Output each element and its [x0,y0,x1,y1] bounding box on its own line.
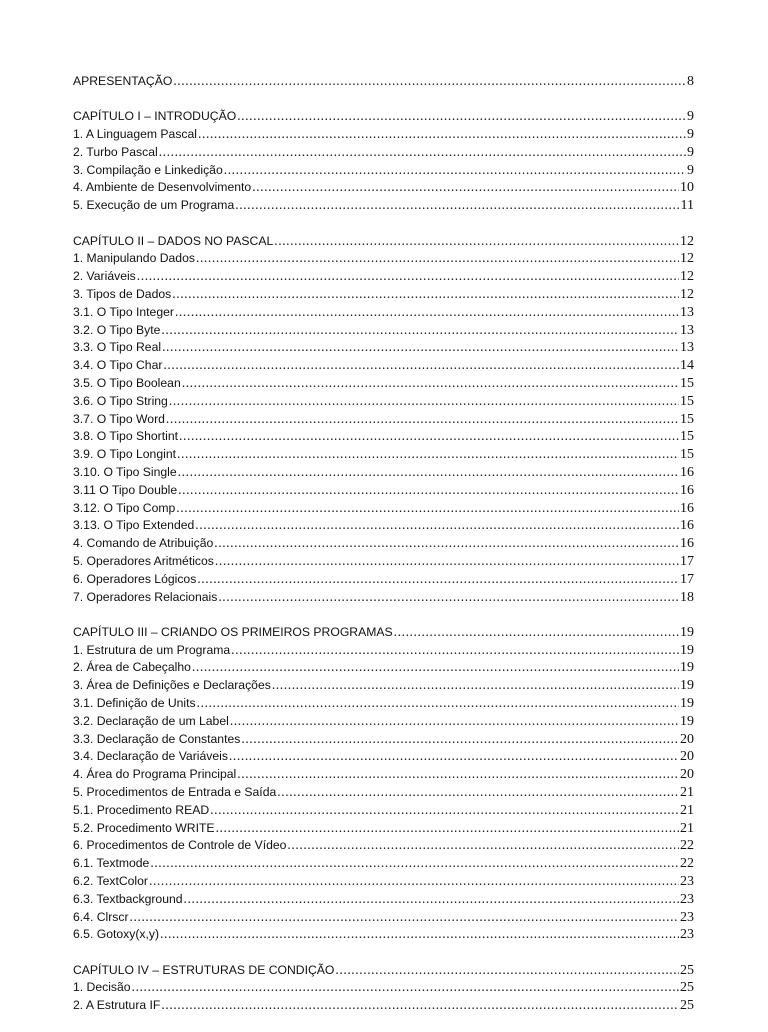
toc-page-number: 12 [680,269,694,285]
dot-leader [241,730,679,748]
dot-leader [172,285,679,303]
toc-entry-label: CAPÍTULO III – CRIANDO OS PRIMEIROS PROGRAMAS [73,624,393,639]
dot-leader [162,338,679,356]
dot-leader [179,427,679,445]
toc-entry[interactable] [73,72,694,90]
toc-page-number: 15 [680,393,694,409]
toc-entry-label: 3. Área de Definições e Declarações [73,678,271,693]
toc-entry-label: 1. Decisão [73,980,131,995]
toc-entry[interactable] [73,552,694,570]
toc-page-number: 16 [680,482,694,498]
toc-entry-label: 3.1. O Tipo Integer [73,304,174,319]
toc-entry-label: 4. Ambiente de Desenvolvimento [73,180,252,195]
toc-page-number: 23 [680,891,694,907]
dot-leader [335,961,679,979]
toc-page-number: 20 [680,767,694,783]
dot-leader [230,712,679,730]
table-of-contents [73,72,694,1032]
toc-entry[interactable] [73,747,694,765]
toc-page-number: 8 [687,74,694,89]
toc-entry-label: 4. Área do Programa Principal [73,767,237,782]
toc-page-number: 11 [680,198,694,214]
dot-leader [176,499,679,517]
toc-entry[interactable] [73,712,694,730]
toc-entry[interactable] [73,374,694,392]
toc-entry-label: 1. A Linguagem Pascal [73,127,197,142]
toc-entry[interactable] [73,463,694,481]
toc-page-number: 12 [680,286,694,302]
dot-leader [231,641,679,659]
toc-page-number: 9 [687,127,694,143]
dot-leader [166,410,679,428]
toc-entry[interactable] [73,925,694,943]
toc-entry-label: 6.4. Clrscr [73,909,129,924]
toc-page-number: 23 [680,873,694,889]
toc-section [73,961,694,1014]
toc-entry-label: 1. Estrutura de um Programa [73,642,231,657]
toc-page-number: 12 [680,233,694,249]
toc-entry-label: 3.12. O Tipo Comp [73,500,176,515]
toc-entry-label: 3.3. Declaração de Constantes [73,731,241,746]
toc-entry-label: 6.1. Textmode [73,856,150,871]
toc-page-number: 20 [680,731,694,747]
dot-leader [149,872,679,890]
toc-page-number: 13 [680,322,694,338]
toc-page-number: 12 [680,251,694,267]
toc-chapter-heading[interactable] [73,623,694,641]
dot-leader [169,392,679,410]
dot-leader [252,178,679,196]
toc-page-number: 25 [680,980,694,996]
toc-section [73,107,694,214]
toc-page-number: 13 [680,304,694,320]
toc-entry-label: 1. Manipulando Dados [73,251,195,266]
dot-leader [137,267,679,285]
toc-entry[interactable] [73,303,694,321]
toc-entry-label: 5. Execução de um Programa [73,198,235,213]
toc-page-number: 16 [680,518,694,534]
toc-entry-label: 3.4. O Tipo Char [73,358,163,373]
toc-entry-label: CAPÍTULO II – DADOS NO PASCAL [73,233,274,248]
toc-page-number: 15 [680,429,694,445]
toc-page-number: 18 [680,589,694,605]
toc-entry-label: 3.11 O Tipo Double [73,482,178,497]
toc-entry[interactable] [73,836,694,854]
dot-leader [218,588,679,606]
toc-entry-label: 6.5. Gotoxy(x,y) [73,927,160,942]
toc-entry-label: 3.10. O Tipo Single [73,464,177,479]
toc-entry[interactable] [73,410,694,428]
toc-entry-label: 3. Tipos de Dados [73,286,172,301]
toc-entry[interactable] [73,730,694,748]
dot-leader [184,890,679,908]
toc-entry-label: 7. Operadores Relacionais [73,589,218,604]
toc-entry-label: 5. Procedimentos de Entrada e Saída [73,784,277,799]
dot-leader [177,445,679,463]
toc-page-number: 15 [680,375,694,391]
toc-entry-label: CAPÍTULO IV – ESTRUTURAS DE CONDIÇÃO [73,962,335,977]
dot-leader [272,676,679,694]
toc-entry[interactable] [73,143,694,161]
dot-leader [130,908,679,926]
toc-entry[interactable] [73,516,694,534]
toc-entry-label: 6.2. TextColor [73,873,148,888]
toc-page-number: 14 [680,358,694,374]
toc-page-number: 10 [680,180,694,196]
toc-entry-label: 2. Turbo Pascal [73,144,158,159]
dot-leader [277,783,679,801]
toc-page-number: 19 [680,713,694,729]
toc-page-number: 21 [680,802,694,818]
toc-entry-label: 2. Variáveis [73,269,136,284]
toc-page-number: 25 [680,998,694,1014]
toc-entry-label: 6. Operadores Lógicos [73,571,197,586]
toc-page-number: 22 [680,856,694,872]
toc-page-number: 19 [680,642,694,658]
toc-entry[interactable] [73,196,694,214]
dot-leader [161,321,679,339]
toc-page-number: 23 [680,927,694,943]
toc-entry[interactable] [73,694,694,712]
dot-leader [173,72,686,90]
dot-leader [160,925,679,943]
toc-entry[interactable] [73,267,694,285]
toc-entry[interactable] [73,178,694,196]
toc-entry-label: 6. Procedimentos de Controle de Vídeo [73,838,287,853]
dot-leader [195,516,679,534]
dot-leader [235,196,679,214]
dot-leader [214,534,679,552]
dot-leader [175,303,679,321]
toc-entry[interactable] [73,908,694,926]
dot-leader [274,232,679,250]
toc-page-number: 19 [680,660,694,676]
dot-leader [197,694,679,712]
toc-section [73,72,694,90]
toc-entry-label: 5. Operadores Aritméticos [73,553,214,568]
toc-page-number: 9 [687,162,694,178]
toc-page-number: 20 [680,749,694,765]
toc-entry[interactable] [73,872,694,890]
dot-leader [192,658,679,676]
dot-leader [215,552,679,570]
toc-entry-label: 3.6. O Tipo String [73,393,168,408]
toc-section [73,232,694,606]
dot-leader [210,801,679,819]
toc-entry-label: 3.4. Declaração de Variáveis [73,749,228,764]
toc-page-number: 19 [680,696,694,711]
toc-entry-label: 6.3. Textbackground [73,891,183,906]
toc-entry[interactable] [73,783,694,801]
toc-entry[interactable] [73,658,694,676]
dot-leader [150,854,679,872]
toc-entry-label: 3.5. O Tipo Boolean [73,375,181,390]
toc-entry[interactable] [73,765,694,783]
dot-leader [237,765,679,783]
toc-page-number: 21 [680,820,694,836]
toc-entry[interactable] [73,499,694,517]
toc-page-number: 15 [680,447,694,463]
toc-entry-label: CAPÍTULO I – INTRODUÇÃO [73,109,237,124]
toc-page-number: 16 [680,500,694,516]
toc-entry[interactable] [73,854,694,872]
dot-leader [159,143,686,161]
toc-page-number: 9 [687,144,694,160]
dot-leader [216,819,679,837]
dot-leader [161,996,679,1014]
toc-entry[interactable] [73,321,694,339]
toc-page-number: 16 [680,536,694,552]
toc-entry[interactable] [73,481,694,499]
toc-page-number: 15 [680,411,694,427]
toc-entry-label: 3.3. O Tipo Real [73,340,162,355]
toc-entry-label: 2. Área de Cabeçalho [73,660,191,675]
toc-entry[interactable] [73,161,694,179]
toc-page-number: 13 [680,340,694,356]
toc-page-number: 19 [680,678,694,694]
toc-entry[interactable] [73,801,694,819]
toc-entry[interactable] [73,125,694,143]
toc-entry-label: APRESENTAÇÃO [73,74,173,88]
toc-entry[interactable] [73,285,694,303]
toc-entry[interactable] [73,338,694,356]
toc-entry[interactable] [73,641,694,659]
dot-leader [163,356,679,374]
toc-entry[interactable] [73,427,694,445]
dot-leader [198,125,686,143]
toc-entry-label: 3. Compilação e Linkedição [73,162,223,177]
toc-page-number: 9 [687,109,694,125]
dot-leader [287,836,679,854]
dot-leader [178,463,679,481]
toc-entry[interactable] [73,249,694,267]
toc-entry[interactable] [73,819,694,837]
toc-page-number: 22 [680,838,694,854]
toc-page-number: 21 [680,784,694,800]
toc-entry-label: 5.2. Procedimento WRITE [73,820,215,835]
toc-entry-label: 3.1. Definição de Units [73,696,196,710]
toc-entry-label: 3.2. Declaração de um Label [73,713,229,728]
dot-leader [197,570,679,588]
toc-entry-label: 5.1. Procedimento READ [73,802,210,817]
dot-leader [237,107,686,125]
dot-leader [394,623,679,641]
toc-page-number: 16 [680,464,694,480]
toc-entry[interactable] [73,570,694,588]
toc-entry-label: 2. A Estrutura IF [73,998,161,1013]
toc-chapter-heading[interactable] [73,232,694,250]
toc-entry[interactable] [73,978,694,996]
toc-entry[interactable] [73,392,694,410]
toc-page-number: 19 [680,624,694,640]
toc-entry-label: 3.7. O Tipo Word [73,411,165,426]
toc-entry-label: 3.9. O Tipo Longint [73,447,176,462]
toc-entry-label: 3.2. O Tipo Byte [73,322,161,337]
dot-leader [178,481,679,499]
toc-page-number: 25 [680,962,694,978]
dot-leader [229,747,679,765]
toc-entry-label: 3.8. O Tipo Shortint [73,429,179,444]
toc-entry-label: 3.13. O Tipo Extended [73,518,195,533]
toc-page-number: 17 [680,553,694,569]
dot-leader [132,978,679,996]
toc-entry[interactable] [73,676,694,694]
dot-leader [182,374,679,392]
toc-entry[interactable] [73,445,694,463]
toc-entry[interactable] [73,890,694,908]
toc-entry[interactable] [73,534,694,552]
dot-leader [196,249,679,267]
toc-section [73,623,694,943]
toc-entry[interactable] [73,588,694,606]
toc-entry[interactable] [73,356,694,374]
toc-chapter-heading[interactable] [73,107,694,125]
dot-leader [224,161,686,179]
toc-page-number: 17 [680,571,694,587]
toc-entry[interactable] [73,996,694,1014]
toc-entry-label: 4. Comando de Atribuição [73,536,214,551]
toc-chapter-heading[interactable] [73,961,694,979]
toc-page-number: 23 [680,909,694,925]
